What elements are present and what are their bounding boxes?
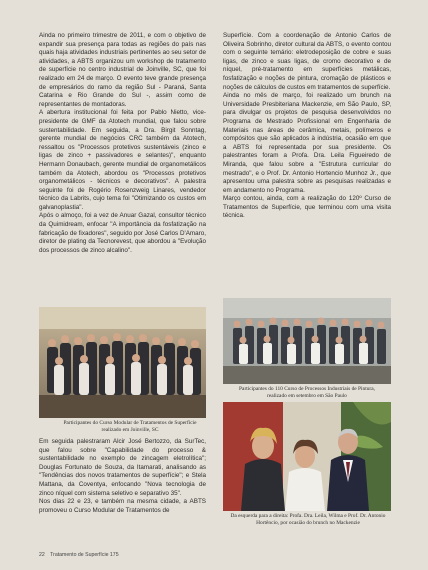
paragraph: Superfície. Com a coordenação de Antonio Carlos de Oliveira Sobrinho, diretor cultural da ABTS, o evento contou com o seguinte temário: eletrodeposição de cobre e suas ligas, de zinco e suas ligas, de cromo decorativo e de níquel, pré-tratamento em superfícies metálicas, fosfatização e noções de pintura, cromação de plásticos e noções de cálculos de custos em tratamentos de superfície. [223,32,391,91]
photo-caption: Participantes do 110 Curso de Processos Industriais de Pintura, realizado em setembro em São Paulo [239,386,375,399]
page-footer [39,552,119,558]
paragraph: Em seguida palestraram Alcir José Bertozzo, da SurTec, que falou sobre "Capabilidade do processo & sustentabilidade no exemplo de zincagem eletrolítica"; Douglas Fortunato de Souza, da Itamarati, analisando as "Tendências dos novos tratamentos de superfície"; e Stela Mattana, da Coventya, enfocando "Nova tecnologia de zinco níquel com sistema seletivo e separativo 35". [39,438,206,497]
paragraph: Ainda no mês de março, foi realizado um brunch na Universidade Presbiteriana Mackenzie, em São Paulo, SP, para divulgar os projetos de pesquisa desenvolvidos no Programa de Mestrado Profissional em Engenharia de Materiais nas áreas de cerâmica, metais, polímeros e compósitos que são aplicados à indústria, ocasião em que a ABTS foi representada por sua presidente. Os palestrantes foram a Profa. Dra. Leila Figueiredo de Miranda, que falou sobre a "Estrutura curricular do mestrado", e o Prof. Dr. Antonio Hortencio Munhoz Jr., que apresentou uma palestra sobre as pesquisas realizadas e em andamento no Programa. [223,92,391,194]
right-column-text [223,32,391,221]
publication-name: Tratamento de Superfície 175 [50,552,119,558]
left-column-text [39,32,206,255]
photo-caption: Da esquerda para a direita: Profa. Dra. Leila, Wilma e Prof. Dr. Antonio Hortêncio, por ocasião do brunch no Mackenzie [230,513,386,526]
paragraph: Após o almoço, foi a vez de Anuar Gazal, consultor técnico da Quimidream, enfocar "A importância da fosfatização na fabricação de fixadores", seguido por José Carlos D'Amaro, diretor de plating da Tecnorevest, que abordou a "Evolução dos processos de zinco alcalino". [39,212,206,254]
page-number: 22 [39,552,45,558]
left-column-lower-text [39,438,206,515]
paragraph: A abertura institucional foi feita por Pablo Nietto, vice-presidente de GMF da Atotech mundial, que falou sobre sustentabilidade. Em seguida, a Dra. Birgit Sonntag, gerente mundial de negócios CRC também da Atotech, ressaltou os "Processos protetivos sustentáveis (zinco e ligas de zinco + passivadores e selantes)", enquanto Hermann Donaubach, gerente mundial de organometálicos também da Atotech, abordou os "Processos protetivos organometálicos - técnicos e decorativos". A palestra seguinte foi de Rogério Rosenzweig Linares, vendedor técnico da Labrits, cujo tema foi "Otimizando os custos em galvanoplastia". [39,109,206,211]
portrait-photo-mackenzie [223,402,391,511]
group-photo-joinville [39,307,206,418]
group-photo-painting-course [223,298,391,384]
paragraph: Março contou, ainda, com a realização do 120º Curso de Tratamentos de Superfície, que terminou com uma visita técnica. [223,195,391,220]
paragraph: Nos dias 22 e 23, e também na mesma cidade, a ABTS promoveu o Curso Modular de Tratamentos de [39,498,206,514]
photo-caption: Participantes do Curso Modular de Tratamentos de Superfície realizado em Joinville, SC [63,420,197,433]
paragraph: Ainda no primeiro trimestre de 2011, e com o objetivo de expandir sua presença para todas as regiões do país nas quais haja atividades industriais pertinentes ao seu setor de atividades, a ABTS organizou um workshop de tratamento de superfície no centro industrial de Joinville, SC, que foi realizado em 24 de março. O evento teve grande presença de empresários do ramo da região Sul - Paraná, Santa Catarina e Rio Grande do Sul -, assim como de representantes de montadoras. [39,32,206,108]
